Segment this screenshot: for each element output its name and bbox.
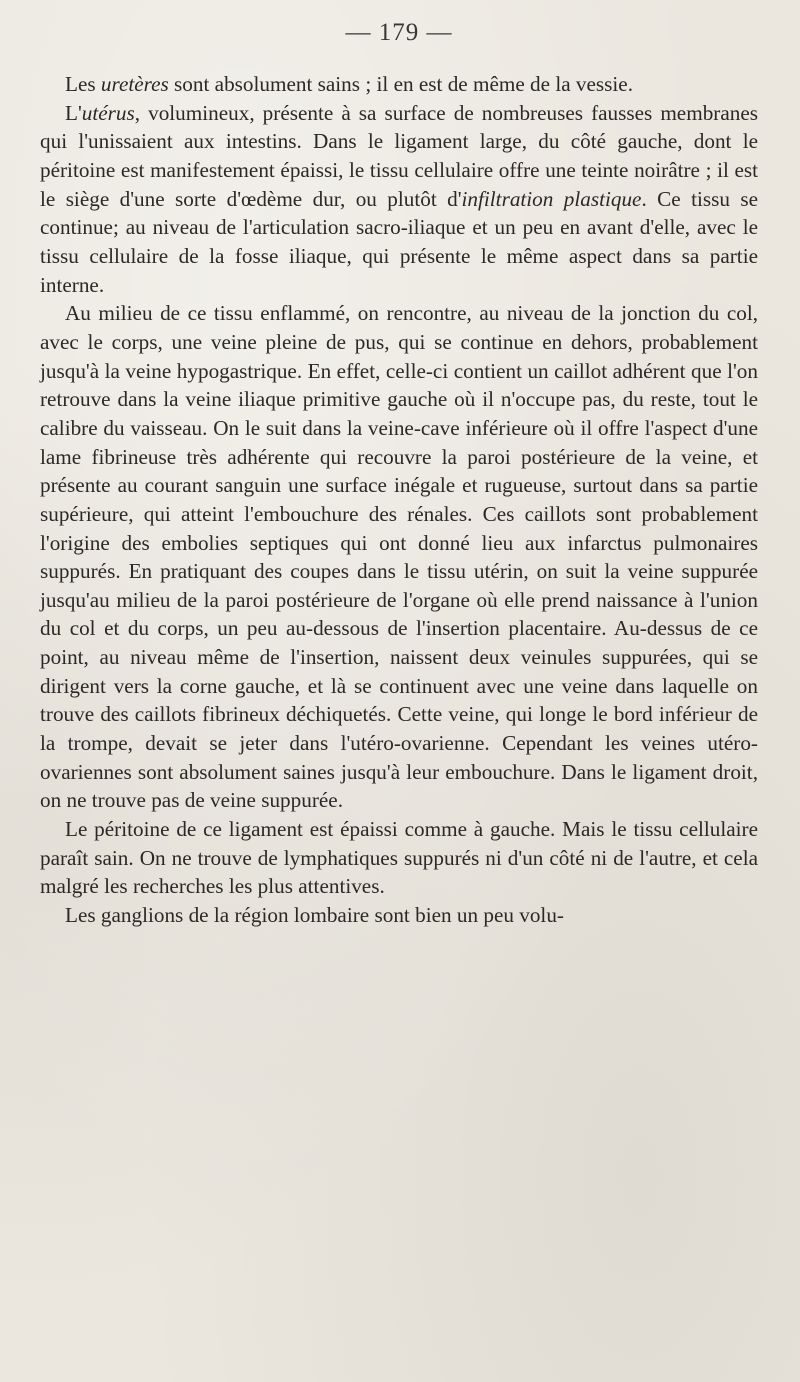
- paragraph-ganglions: [40, 901, 758, 930]
- paragraph-peritoine: [40, 815, 758, 901]
- text-run: Au milieu de ce tissu enflammé, on rencontre, au niveau de la jonction du col, avec le corps, une veine pleine de pus, qui se continue en dehors, probablement jusqu'à la veine hypogastrique. En effet, celle-ci contient un caillot adhérent que l'on retrouve dans la veine iliaque primitive gauche où il n'occupe pas, du reste, tout le calibre du vaisseau. On le suit dans la veine-cave inférieure où il offre l'aspect d'une lame fibrineuse très adhérente qui recouvre la paroi postérieure de la veine, et présente au courant sanguin une surface inégale et rugueuse, surtout dans sa partie supérieure, qui atteint l'embouchure des rénales. Ces caillots sont probablement l'origine des embolies septiques qui ont donné lieu aux infarctus pulmonaires suppurés. En pratiquant des coupes dans le tissu utérin, on suit la veine suppurée jusqu'au milieu de la paroi postérieure de l'organe où elle prend naissance à l'union du col et du corps, un peu au-dessous de l'insertion placentaire. Au-dessus de ce point, au niveau même de l'insertion, naissent deux veinules suppurées, qui se dirigent vers la corne gauche, et là se continuent avec une veine dans laquelle on trouve des caillots fibrineux déchiquetés. Cette veine, qui longe le bord inférieur de la trompe, devait se jeter dans l'utéro-ovarienne. Cependant les veines utéro-ovariennes sont absolument saines jusqu'à leur embouchure. Dans le ligament droit, on ne trouve pas de veine suppurée.: [40, 301, 758, 813]
- paragraph-uterus: [40, 99, 758, 300]
- paragraph-veine: [40, 299, 758, 815]
- book-page: [40, 18, 758, 930]
- italic-term-infiltration: infiltration plastique: [461, 186, 642, 211]
- text-run: , volumineux, présente à sa surface de nombreuses fausses membranes qui l'unissaient aux intestins. Dans le ligament large, du côté gauche, dont le péritoine est manifestement épaissi, le tissu cellulaire offre une teinte noirâtre ; il est le siège d'une sorte d'œdème dur, ou plutôt d': [40, 100, 758, 211]
- text-run: sont absolument sains ; il en est de même de la vessie.: [168, 72, 634, 96]
- text-run: Les ganglions de la région lombaire sont bien un peu volu-: [65, 903, 564, 928]
- italic-term-ureteres: uretères: [100, 72, 169, 96]
- text-run: Les: [65, 72, 101, 96]
- text-run: . Ce tissu se continue; au niveau de l'articulation sacro-iliaque et un peu en avant d'elle, avec le tissu cellulaire de la fosse iliaque, qui présente le même aspect dans sa partie interne.: [40, 186, 759, 297]
- paragraph-ureteres: [40, 70, 758, 99]
- body-text: [40, 70, 758, 930]
- text-run: L': [65, 100, 82, 125]
- italic-term-uterus: utérus: [81, 100, 135, 125]
- text-run: Le péritoine de ce ligament est épaissi comme à gauche. Mais le tissu cellulaire paraît sain. On ne trouve de lymphatiques suppurés ni d'un côté ni de l'autre, et cela malgré les recherches les plus attentives.: [40, 817, 758, 899]
- page-number: — 179 —: [345, 19, 453, 46]
